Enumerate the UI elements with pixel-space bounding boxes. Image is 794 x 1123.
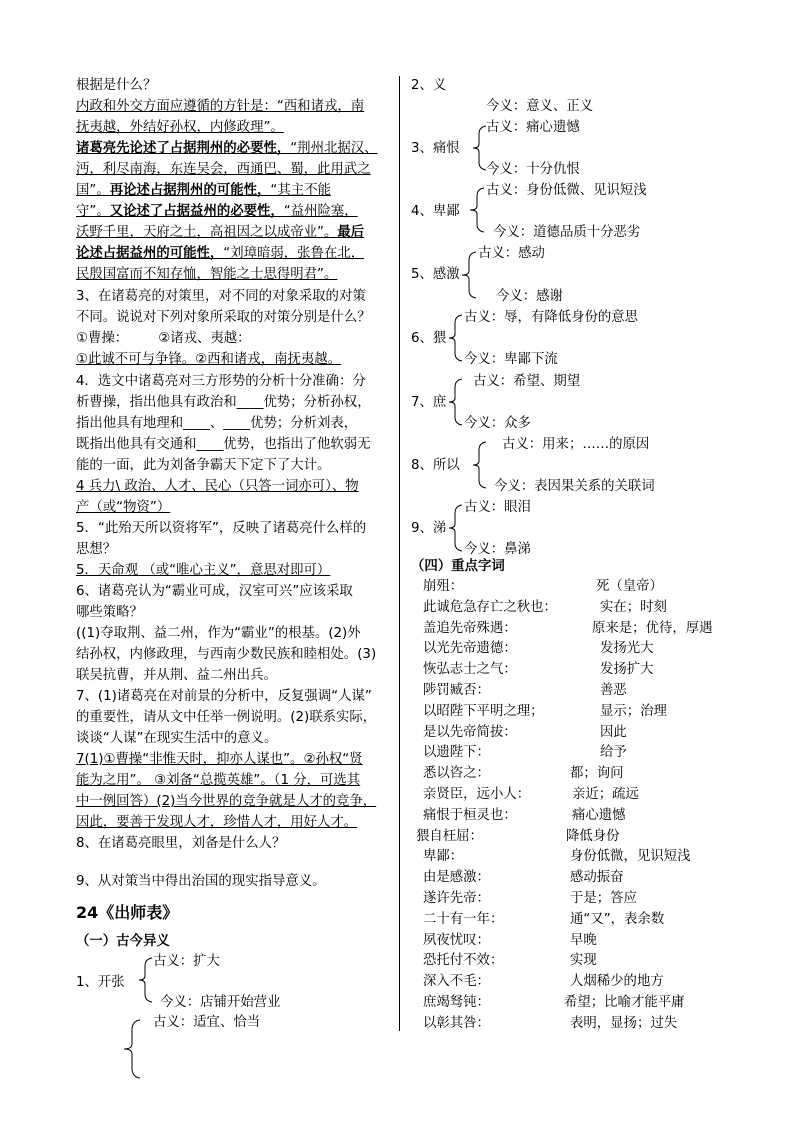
subsection-heading: （一）古今异义 — [76, 934, 170, 949]
key-word-term: 卑鄙： — [423, 849, 464, 865]
question-line: 思想？ — [76, 542, 117, 557]
answer-line: 因此，要善于发现人才，珍惜人才，用好人才。 — [76, 815, 358, 830]
answer-line: 抚夷越，外结好孙权，内修政理”。 — [76, 120, 284, 135]
question-line: 6、诸葛亮认为“霸业可成，汉室可兴”应该采取 — [76, 584, 353, 599]
key-word-definition: 身份低微，见识短浅 — [570, 849, 691, 865]
ancient-meaning: 古义：适宜、恰当 — [153, 1015, 261, 1030]
question-line: 析曹操，指出他具有政治和____优势；分析孙权， — [76, 395, 371, 410]
answer-line: 沔，利尽南海，东连吴会，西通巴、蜀，此用武之 — [76, 162, 371, 177]
brace-icon — [458, 250, 478, 300]
answer-line: 联吴抗曹，并从荆、益二州出兵。 — [76, 668, 277, 683]
answer-line: 结孙权，内修政理，与西南少数民族和睦相处。(3) — [76, 647, 377, 662]
modern-meaning: 今义：店铺开始营业 — [160, 995, 281, 1010]
ancient-meaning: 古义：感动 — [478, 246, 545, 261]
key-word-term: 庶竭驽钝： — [423, 995, 490, 1010]
term-label: 2、义 — [411, 78, 447, 93]
answer-line: 产（或“物资”） — [76, 500, 171, 515]
key-word-term: 以遗陛下： — [423, 745, 490, 761]
term-label: 1、开张 — [76, 975, 125, 990]
key-word-term: 是以先帝简拔： — [423, 724, 517, 740]
key-word-definition: 痛心遗憾 — [572, 807, 626, 823]
term-label: 9、涕 — [411, 521, 447, 536]
answer-line: 民殷国富而不知存恤，智能之士思得明君”。 — [76, 267, 338, 282]
key-word-term: 深入不毛： — [423, 974, 490, 990]
term-label: 3、痛恨 — [411, 141, 460, 156]
key-word-definition: 早晚 — [570, 932, 597, 948]
question-line: 8、在诸葛亮眼里，刘备是什么人？ — [76, 836, 286, 851]
term-label: 5、感激 — [411, 267, 460, 282]
key-word-definition: 亲近；疏远 — [572, 787, 639, 802]
ancient-meaning: 古义：身份低微、见识短浅 — [486, 183, 647, 198]
answer-line: 诸葛亮先论述了占据荆州的必要性，“荆州北据汉、 — [76, 141, 378, 156]
answer-line: 国”。再论述占据荆州的可能性，“其主不能 — [76, 183, 331, 198]
answer-line: 5．天命观 （或“唯心主义”，意思对即可） — [76, 563, 331, 578]
key-word-definition: 人烟稀少的地方 — [570, 974, 664, 990]
key-word-definition: 感动振奋 — [570, 870, 624, 886]
answer-line: 内政和外交方面应遵循的方针是：“西和诸戎，南 — [76, 99, 365, 114]
modern-meaning: 今义：感谢 — [496, 289, 563, 304]
key-word-term: 由是感激： — [423, 870, 490, 886]
answer-line: 中一例回答）(2)当今世界的竞争就是人才的竞争， — [76, 794, 377, 809]
ancient-meaning: 古义：辱，有降低身份的意思 — [464, 310, 639, 325]
key-word-definition: 死（皇帝） — [596, 579, 663, 594]
ancient-meaning: 古义：用来；……的原因 — [502, 437, 650, 452]
key-word-definition: 降低身份 — [566, 828, 620, 844]
question-line: 的重要性，请从文中任举一例说明。(2)联系实际， — [76, 710, 377, 725]
question-line: 7、(1)诸葛亮在对前景的分析中，反复强调“人谋” — [76, 689, 372, 704]
key-word-term: 夙夜忧叹： — [423, 932, 490, 948]
key-word-definition: 发扬光大 — [600, 641, 654, 657]
modern-meaning: 今义：表因果关系的关联词 — [494, 479, 655, 494]
text-line: 根据是什么？ — [76, 78, 157, 93]
ancient-meaning: 古义：痛心遗憾 — [486, 120, 580, 135]
key-word-definition: 实在；时刻 — [600, 599, 667, 615]
term-label: 8、所以 — [411, 458, 460, 473]
question-line: 谈谈“人谋”在现实生活中的意义。 — [76, 731, 278, 746]
key-word-term: 盖追先帝殊遇： — [423, 620, 517, 636]
brace-icon — [446, 377, 464, 427]
question-line: 5．“此殆天所以资将军”，反映了诸葛亮什么样的 — [76, 521, 367, 536]
key-word-term: 亲贤臣，远小人： — [423, 787, 531, 802]
ancient-meaning: 古义：扩大 — [153, 954, 220, 969]
key-word-definition: 于是；答应 — [570, 891, 637, 906]
answer-line: 守”。又论述了占据益州的必要性，“益州险塞， — [76, 204, 358, 219]
section-title: 24《出师表》 — [76, 903, 179, 922]
key-word-term: 猥自枉屈： — [416, 828, 483, 844]
key-word-definition: 显示；治理 — [600, 703, 667, 719]
answer-line: 7(1)①曹操“非惟天时，抑亦人谋也”。②孙权“贤 — [76, 752, 363, 767]
answer-line: 沃野千里，天府之土，高祖因之以成帝业”。最后 — [76, 225, 365, 240]
question-line: 不同。说说对下列对象所采取的对策分别是什么？ — [76, 310, 371, 325]
brace-icon — [446, 313, 464, 363]
key-word-term: 恢弘志士之气： — [423, 662, 517, 678]
brace-icon — [120, 1018, 142, 1080]
question-line: 3、在诸葛亮的对策里，对不同的对象采取的对策 — [76, 289, 366, 304]
brace-icon — [470, 124, 488, 172]
key-word-term: 以彰其咎： — [423, 1015, 490, 1031]
column-divider — [399, 76, 400, 1031]
key-word-definition: 希望；比喻才能平庸 — [564, 995, 685, 1010]
answer-line: ((1)夺取荆、益二州，作为“霸业”的根基。(2)外 — [76, 626, 361, 641]
key-word-definition: 因此 — [600, 724, 627, 740]
key-word-definition: 善恶 — [600, 683, 627, 698]
brace-icon — [466, 186, 486, 234]
answer-line: 4 兵力\ 政治、人才、民心（只答一词亦可）、物 — [76, 479, 359, 494]
term-label: 6、猥 — [411, 331, 447, 346]
ancient-meaning: 古义：眼泪 — [464, 500, 531, 515]
question-line: 能的一面，此为刘备争霸天下定下了大计。 — [76, 458, 331, 473]
key-word-term: 二十有一年： — [423, 911, 504, 927]
ancient-meaning: 古义：希望、期望 — [473, 374, 581, 389]
term-label: 4、卑鄙 — [411, 204, 460, 219]
question-line: ①曹操： ②诸戎、夷越： — [76, 331, 251, 346]
key-word-definition: 实现 — [570, 953, 597, 969]
modern-meaning: 今义：意义、正义 — [486, 99, 594, 114]
modern-meaning: 今义：鼻涕 — [464, 542, 531, 557]
modern-meaning: 今义：卑鄙下流 — [464, 352, 558, 367]
key-word-term: 痛恨于桓灵也： — [423, 807, 517, 823]
key-word-definition: 表明，显扬；过失 — [570, 1015, 678, 1031]
modern-meaning: 今义：道德品质十分恶劣 — [493, 225, 641, 240]
modern-meaning: 今义：众多 — [464, 416, 531, 431]
key-word-term: 恐托付不效： — [423, 953, 504, 969]
question-line: 4．选文中诸葛亮对三方形势的分析十分准确：分 — [76, 374, 366, 389]
subsection-heading: （四）重点字词 — [411, 559, 505, 574]
answer-line: 论述占据益州的可能性，“刘璋暗弱，张鲁在北， — [76, 246, 365, 261]
key-word-term: 悉以咨之： — [423, 766, 490, 782]
brace-icon — [136, 956, 154, 1004]
key-word-term: 崩殂： — [423, 579, 464, 594]
key-word-definition: 都；询问 — [570, 766, 624, 782]
question-line: 9、从对策当中得出治国的现实指导意义。 — [76, 874, 326, 889]
key-word-definition: 给予 — [600, 745, 627, 761]
key-word-definition: 通“又”，表余数 — [570, 911, 665, 927]
answer-line: ①此诚不可与争锋。②西和诸戎，南抚夷越。 — [76, 352, 342, 367]
brace-icon — [446, 503, 464, 553]
modern-meaning: 今义：十分仇恨 — [486, 162, 580, 177]
key-word-term: 陟罚臧否： — [423, 683, 490, 698]
key-word-definition: 原来是；优待，厚遇 — [592, 620, 713, 636]
term-label: 7、庶 — [411, 395, 447, 410]
question-line: 既指出他具有交通和____优势，也指出了他软弱无 — [76, 437, 371, 452]
question-line: 指出他具有地理和____、____优势；分析刘表， — [76, 416, 358, 431]
question-line: 哪些策略？ — [76, 605, 143, 620]
key-word-term: 以光先帝遗德： — [423, 641, 517, 657]
key-word-term: 以昭陛下平明之理； — [423, 703, 544, 719]
brace-icon — [470, 440, 488, 490]
key-word-term: 遂许先帝： — [423, 891, 490, 906]
key-word-definition: 发扬扩大 — [600, 662, 654, 678]
answer-line: 能为之用”。 ③刘备“总揽英雄”。（1 分，可选其 — [76, 773, 361, 788]
key-word-term: 此诚危急存亡之秋也： — [423, 599, 557, 615]
